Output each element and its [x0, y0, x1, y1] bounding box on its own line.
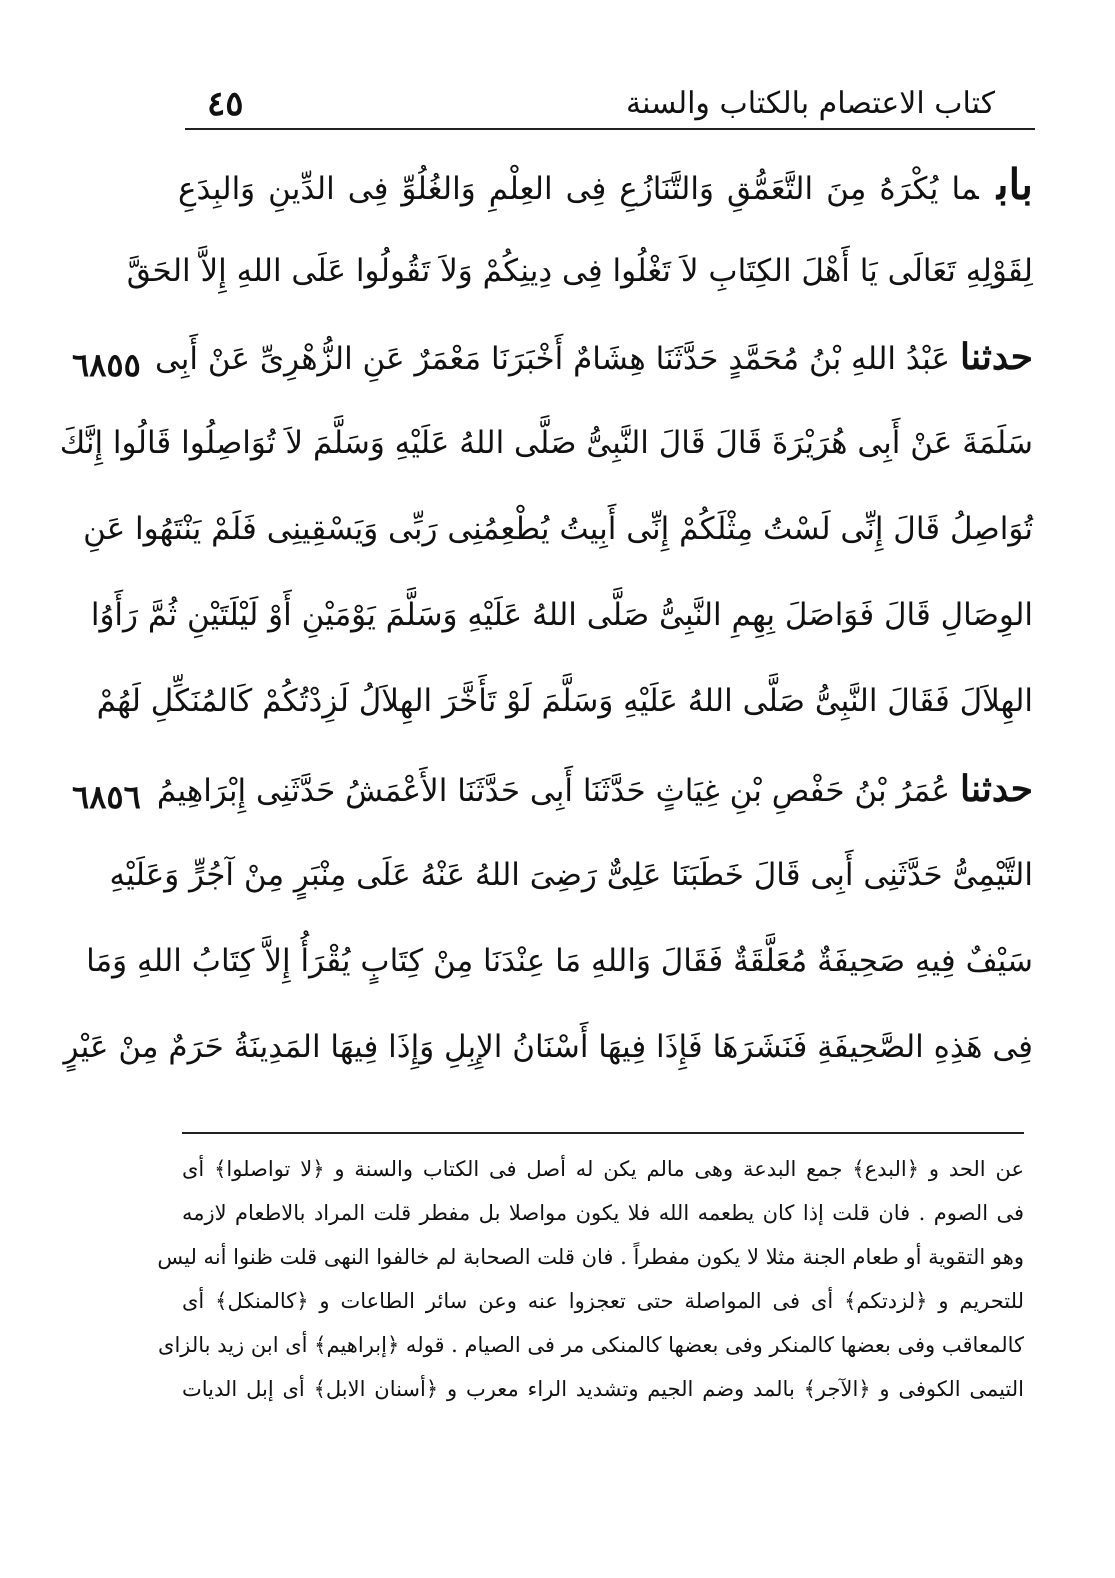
text-line: حدثناعُمَرُ بْنُ حَفْصِ بْنِ غِيَاثٍ حَدَّثَنَا أَبِى حَدَّثَنَا الأَعْمَشُ حَدَّثَنِى إِبْرَاهِيمُ: [156, 768, 1033, 810]
footnote-line: كالمعاقب وفى بعضها كالمنكر وفى بعضها كالمنكى مر فى الصيام . قوله ﴿إبراهيم﴾ أى ابن زيد بالزاى: [158, 1333, 1024, 1357]
page-header: [185, 80, 1035, 130]
text-line: سَيْفٌ فِيهِ صَحِيفَةٌ مُعَلَّقَةٌ فَقَالَ وَاللهِ مَا عِنْدَنَا مِنْ كِتَابٍ يُقْرَأُ إِلاَّ كِتَابُ اللهِ وَمَا: [86, 943, 1033, 979]
text-line: [178, 150, 1033, 220]
text-line: سَلَمَةَ عَنْ أَبِى هُرَيْرَةَ قَالَ قَالَ النَّبِىُّ صَلَّى اللهُ عَلَيْهِ وَسَلَّمَ لاَ تُوَاصِلُوا قَالُوا إِنَّكَ: [59, 425, 1033, 461]
chapter-title: ما يُكْرَهُ مِنَ التَّعَمُّقِ وَالتَّنَازُعِ فِى العِلْمِ وَالغُلُوِّ فِى الدِّينِ وَالبِدَعِ: [178, 171, 979, 207]
footnote-line: التيمى الكوفى و ﴿الآجر﴾ بالمد وضم الجيم وتشديد الراء معرب و ﴿أسنان الابل﴾ أى إبل الديات: [182, 1377, 1024, 1401]
text-line: التَّيْمِىُّ حَدَّثَنِى أَبِى قَالَ خَطَبَنَا عَلِىٌّ رَضِىَ اللهُ عَنْهُ عَلَى مِنْبَرٍ مِنْ آجُرٍّ وَعَلَيْهِ: [109, 857, 1033, 893]
page-number: ٤٥: [207, 84, 244, 124]
text-line: الوِصَالِ قَالَ فَوَاصَلَ بِهِمِ النَّبِىُّ صَلَّى اللهُ عَلَيْهِ وَسَلَّمَ يَوْمَيْنِ أَوْ لَيْلَتَيْنِ ثُمَّ رَأَوُا: [90, 597, 1033, 633]
running-title: كتاب الاعتصام بالكتاب والسنة: [626, 86, 995, 121]
footnotes: [157, 1148, 1024, 1448]
hadith-opening: حدثنا: [959, 336, 1033, 378]
hadith-opening: حدثنا: [959, 768, 1033, 810]
header-divider: [185, 128, 1035, 130]
text-line: لِقَوْلِهِ تَعَالَى يَا أَهْلَ الكِتَابِ لاَ تَغْلُوا فِى دِينِكُمْ وَلاَ تَقُولُوا عَلَى اللهِ إِلاَّ الحَقَّ: [126, 253, 1033, 289]
footnote-line: فى الصوم . فان قلت إذا كان يطعمه الله فلا يكون مواصلا بل مفطر قلت المراد بالاطعام لازمه: [182, 1201, 1024, 1225]
hadith-number: ٦٨٥٦: [72, 778, 141, 816]
text-line: تُوَاصِلُ قَالَ إِنِّى لَسْتُ مِثْلَكُمْ إِنِّى أَبِيتُ يُطْعِمُنِى رَبِّى وَيَسْقِينِى فَلَمْ يَنْتَهُوا عَنِ: [83, 511, 1033, 547]
footnote-line: عن الحد و ﴿البدع﴾ جمع البدعة وهى مالم يكن له أصل فى الكتاب والسنة و ﴿لا تواصلوا﴾ أى: [182, 1157, 1024, 1181]
hadith-number: ٦٨٥٥: [72, 346, 141, 384]
text-line: الهِلاَلَ فَقَالَ النَّبِىُّ صَلَّى اللهُ عَلَيْهِ وَسَلَّمَ لَوْ تَأَخَّرَ الهِلاَلُ لَزِدْتُكُمْ كَالمُنَكِّلِ لَهُمْ: [96, 683, 1033, 719]
text-line: فِى هَذِهِ الصَّحِيفَةِ فَنَشَرَهَا فَإِذَا فِيهَا أَسْنَانُ الإِبِلِ وَإِذَا فِيهَا المَدِينَةُ حَرَمٌ مِنْ عَيْرٍ: [63, 1029, 1033, 1065]
footnote-line: وهو التقوية أو طعام الجنة مثلا لا يكون مفطراً . فان قلت الصحابة لم خالفوا النهى قلت ظنوا أنه ليس: [157, 1245, 1024, 1269]
footnote-divider: [182, 1132, 1024, 1134]
footnote-line: للتحريم و ﴿لزدتكم﴾ أى فى المواصلة حتى تعجزوا عنه وعن سائر الطاعات و ﴿كالمنكل﴾ أى: [182, 1289, 1024, 1313]
chapter-heading: باب: [996, 160, 1033, 209]
text-line: حدثناعَبْدُ اللهِ بْنُ مُحَمَّدٍ حَدَّثَنَا هِشَامٌ أَخْبَرَنَا مَعْمَرٌ عَنِ الزُّهْرِىِّ عَنْ أَبِى: [154, 336, 1033, 378]
